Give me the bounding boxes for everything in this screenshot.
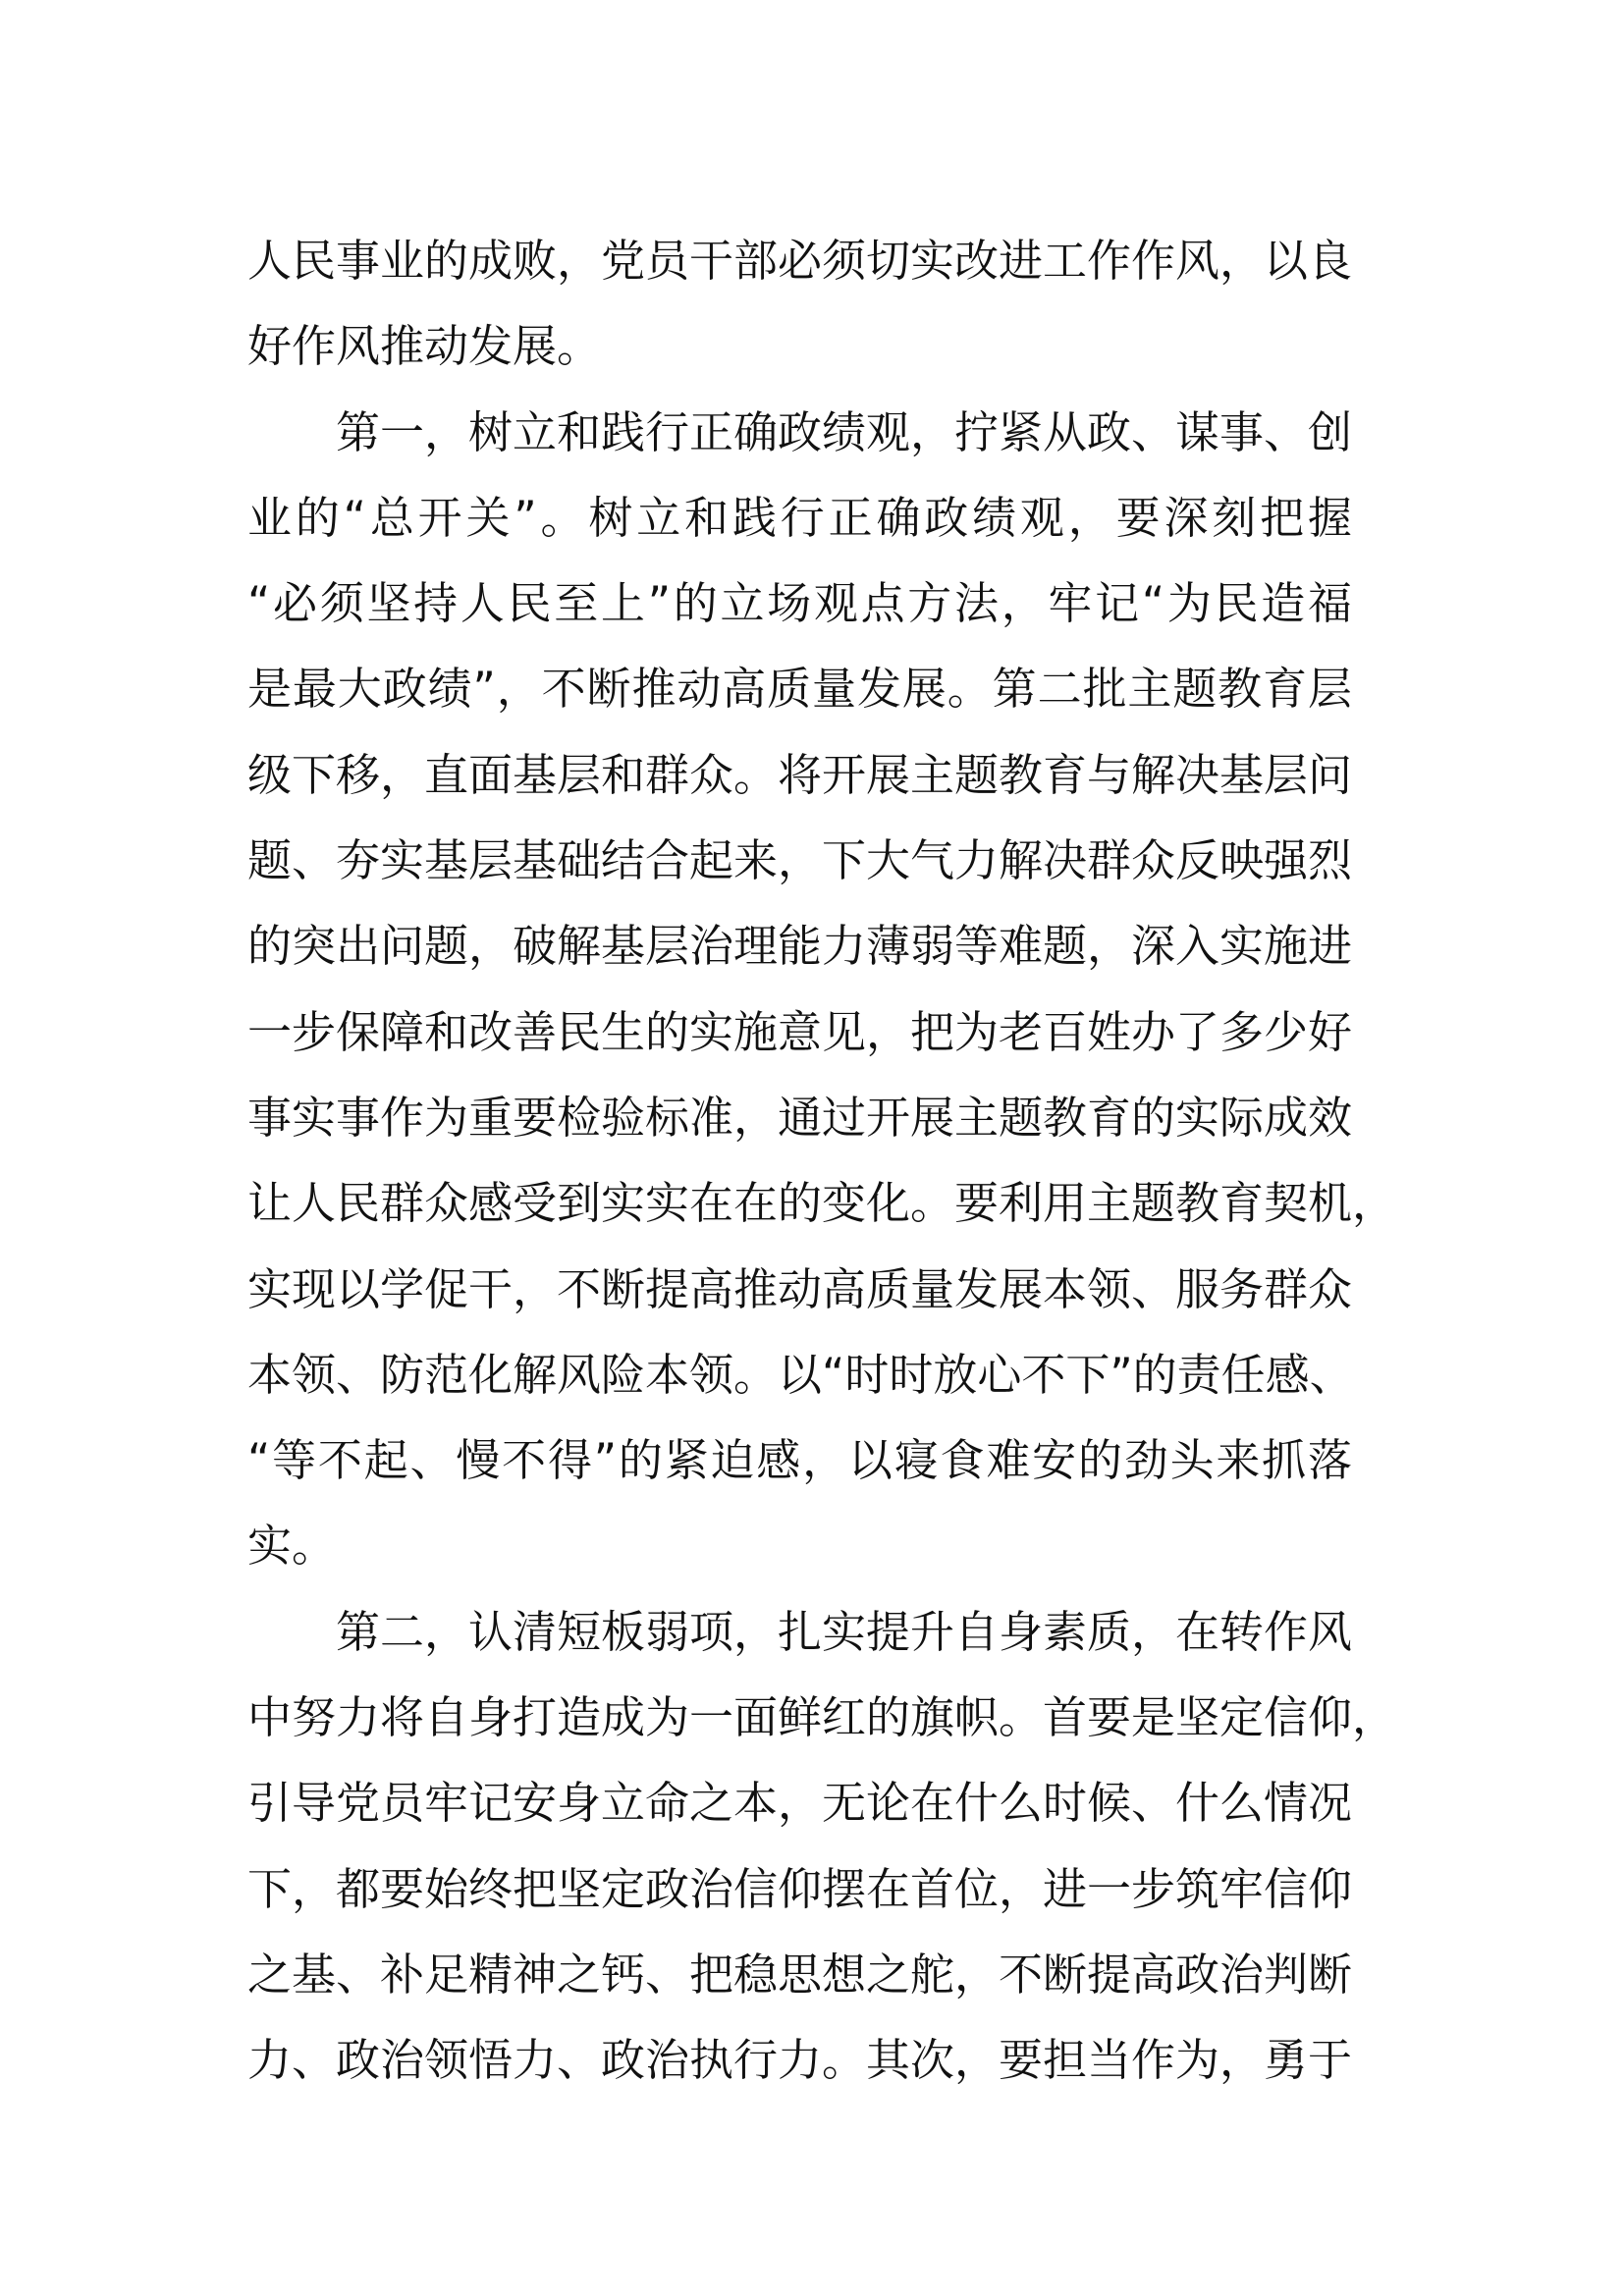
- text-line: 引导党员牢记安身立命之本，无论在什么时候、什么情况: [247, 1777, 1353, 1830]
- text-line: “必须坚持人民至上”的立场观点方法，牢记“为民造福: [247, 577, 1352, 630]
- text-line: 一步保障和改善民生的实施意见，把为老百姓办了多少好: [247, 1005, 1353, 1058]
- text-line: 实。: [247, 1520, 337, 1573]
- text-line: 之基、补足精神之钙、把稳思想之舵，不断提高政治判断: [247, 1948, 1353, 2001]
- text-line: 级下移，直面基层和群众。将开展主题教育与解决基层问: [247, 748, 1353, 801]
- text-line: 让人民群众感受到实实在在的变化。要利用主题教育契机，: [247, 1177, 1397, 1230]
- text-line: 业的“总开关”。树立和践行正确政绩观，要深刻把握: [247, 491, 1352, 544]
- text-line: 中努力将自身打造成为一面鲜红的旗帜。首要是坚定信仰，: [247, 1691, 1397, 1744]
- body-text: [247, 218, 1397, 2104]
- text-line: 是最大政绩”，不断推动高质量发展。第二批主题教育层: [247, 663, 1352, 716]
- text-line: 好作风推动发展。: [247, 320, 602, 373]
- text-line: 第二，认清短板弱项，扎实提升自身素质，在转作风: [247, 1605, 1353, 1658]
- text-line: 实现以学促干，不断提高推动高质量发展本领、服务群众: [247, 1262, 1353, 1315]
- text-line: 本领、防范化解风险本领。以“时时放心不下”的责任感、: [247, 1348, 1354, 1401]
- text-line: 题、夯实基层基础结合起来，下大气力解决群众反映强烈: [247, 834, 1353, 887]
- text-line: 力、政治领悟力、政治执行力。其次，要担当作为，勇于: [247, 2034, 1353, 2087]
- text-line: 人民事业的成败，党员干部必须切实改进工作作风，以良: [247, 235, 1353, 287]
- text-line: 第一，树立和践行正确政绩观，拧紧从政、谋事、创: [247, 405, 1353, 458]
- text-line: 事实事作为重要检验标准，通过开展主题教育的实际成效: [247, 1091, 1353, 1144]
- text-line: “等不起、慢不得”的紧迫感，以寝食难安的劲头来抓落: [247, 1434, 1352, 1487]
- text-line: 下，都要始终把坚定政治信仰摆在首位，进一步筑牢信仰: [247, 1862, 1353, 1915]
- text-line: 的突出问题，破解基层治理能力薄弱等难题，深入实施进: [247, 920, 1353, 973]
